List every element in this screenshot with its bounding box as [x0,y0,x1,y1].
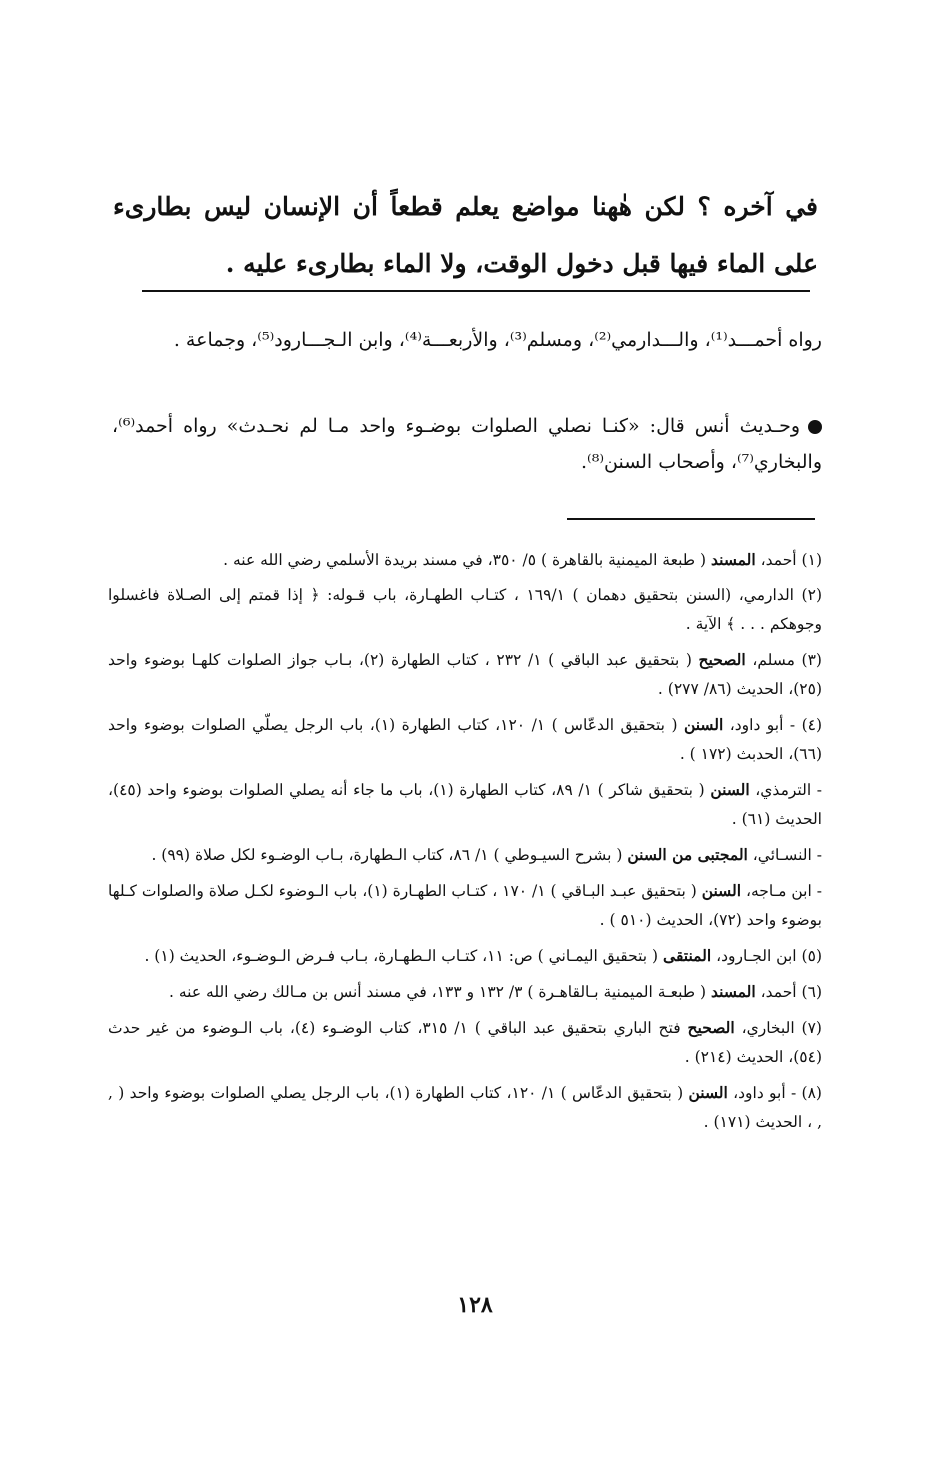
footnote-author: - الترمذي، [755,781,822,799]
footnote-reference: بتحقيق دهمان ) ١٦٩/١ ، كتـاب الطهـارة، باب قـوله: ﴿ إذا قمتم إلى الصـلاة فاغسلوا وجوهكم . . . ﴾ الآية . [108,586,822,633]
page-number: ١٢٨ [457,1292,493,1318]
footnote-author: - ابن مـاجه، [745,882,822,900]
footnote-reference: ( بتحقيق عبـد البـاقي ) ١/ ١٧٠ ، كتـاب الطهـارة (١)، باب الـوضوء لكـل صلاة والصلوات كـلها بوضوء واحد (٧٢)، الحديث (٥١٠ ) . [108,882,822,929]
footnote-work: السنن [683,715,724,734]
footnote [108,1078,822,1137]
footnote-reference: ( بتحقيق الدعّاس ) ١/ ١٢٠، كتاب الطهارة (١)، باب الرجل يصلي الصلوات بوضوء واحد ( , , ، الحديث (١٧١) . [108,1084,822,1131]
bullet-icon [808,420,822,434]
footnote-reference: ( طبعـة الميمنية بـالقاهـرة ) ٣/ ١٣٢ و ١٣٣، في مسند أنس بن مـالك رضي الله عنه . [169,983,707,1001]
footnote-work: الصحيح [687,1018,735,1037]
footnote [108,977,822,1007]
footnote-author: - أبو داود، [729,716,796,734]
footnote-author: الدارمي، [738,586,794,604]
hadith-text: وحـديث أنس قال: «كنـا نصلي الصلوات بوضـوء واحد مـا لم نحـدث» رواه أحمد⁽⁶⁾، والبخاري⁽⁷⁾، وأصحاب السنن⁽⁸⁾. [112,415,822,473]
footnote [108,545,822,575]
footnote-number: (٤) [801,716,823,734]
footnote [108,710,822,769]
footnote-number: (٢) [801,586,822,604]
footnote-work: السنن [688,1083,728,1102]
footnote-number: (٦) [801,983,822,1001]
footnote-work: الصحيح [698,650,746,669]
footnote-reference: فتح الباري بتحقيق عبد الباقي ) ١/ ٣١٥، كتاب الوضـوء (٤)، باب الـوضوء من غير حدث (٥٤)، الحديث (٢١٤) . [108,1019,822,1066]
section-divider [142,290,810,292]
footnote [108,1013,822,1072]
footnote-author: أحمد، [760,551,797,569]
footnote-number: (٧) [801,1019,822,1037]
footnote [108,876,822,935]
footnote-reference: ( بتحقيق عبد الباقي ) ١/ ٢٣٢ ، كتاب الطهارة (٢)، بـاب جواز الصلوات كلهـا بوضوء واحد (٢٥)، الحديث (٨٦/ ٢٧٧) . [108,651,822,698]
footnote-work: السنن [710,780,750,799]
main-paragraph: في آخره ؟ لكن هٰهنا مواضع يعلم قطعاً أن الإنسان ليس بطارىء على الماء فيها قبل دخول الوقت، ولا الماء بطارىء عليه . [113,192,818,278]
footnote-author: - أبو داود، [733,1084,797,1102]
footnote-reference: ( بتحقيق شاكر ) ١/ ٨٩، كتاب الطهارة (١)، باب ما جاء أنه يصلي الصلوات بوضوء واحد (٤٥)، الحديث (٦١) . [108,781,822,828]
footnote-reference: ( بتحقيق اليمـاني ) ص: ١١، كتـاب الـطهـارة، بـاب فـرض الـوضـوء، الحديث (١) . [144,947,659,965]
hadith-paragraph [112,408,822,480]
footnotes-list [108,545,822,1143]
footnote [108,941,822,971]
footnote-work: المسند [711,982,756,1001]
footnote-author: مسلم، [752,651,795,669]
footnote-work: المجتبى من السنن [627,845,748,864]
footnote-author: البخاري، [741,1019,795,1037]
footnote-author: ابن الجـارود، [716,947,797,965]
footnote-author: أحمد، [760,983,797,1001]
footnote-number: (٣) [801,651,822,669]
footnote-reference: ( بتحقيق الدعّاس ) ١/ ١٢٠، كتاب الطهارة (١)، باب الرجل يصلّي الصلوات بوضوء واحد (٦٦)، الحدبث (١٧٢ ) . [108,716,822,763]
narration-paragraph: رواه أحمـــد⁽¹⁾، والـــدارمي⁽²⁾، ومسلم⁽³⁾، والأربعـــة⁽⁴⁾، وابن الـجـــارود⁽⁵⁾، وجماعة . [173,329,822,351]
footnote-reference: ( طبعة الميمنية بالقاهرة ) ٥/ ٣٥٠، في مسند بريدة الأسلمي رضي الله عنه . [223,551,707,569]
footnote [108,645,822,704]
footnote-author: - النسـائي، [752,846,822,864]
footnote-number: (٥) [801,947,822,965]
footnote-number: (١) [801,551,822,569]
footnotes-divider [567,518,815,520]
footnote-reference: ( بشرح السيـوطي ) ١/ ٨٦، كتاب الـطهارة، بـاب الوضـوء لكل صلاة (٩٩) . [151,846,623,864]
footnote-number: (٨) [801,1084,822,1102]
footnote [108,840,822,870]
footnote-work: المسند [711,550,756,569]
footnote [108,581,822,639]
footnote-work: (السنن [685,586,732,604]
footnote-work: المنتقى [663,946,712,965]
footnote-work: السنن [701,881,742,900]
footnote [108,775,822,834]
